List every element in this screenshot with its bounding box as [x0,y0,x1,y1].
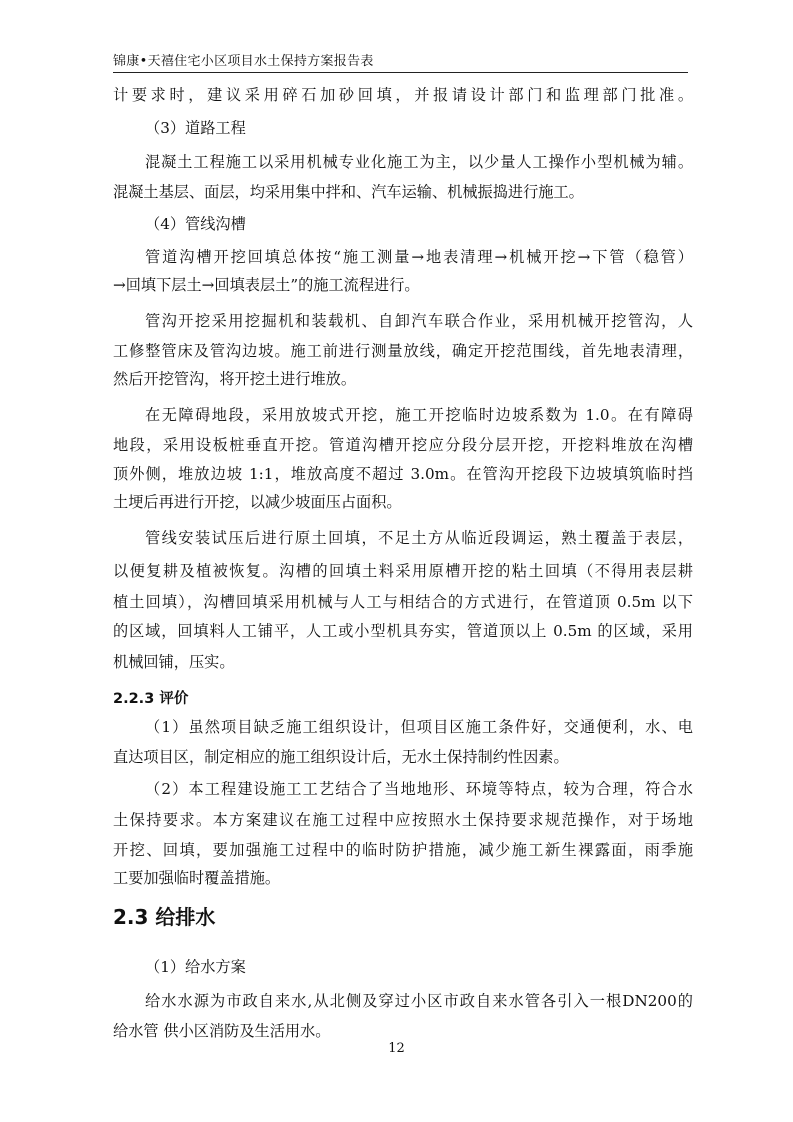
text-line: （2）本工程建设施工工艺结合了当地地形、环境等特点，较为合理，符合水 [145,780,693,798]
text-line: （1）虽然项目缺乏施工组织设计，但项目区施工条件好，交通便利，水、电 [145,718,693,736]
text-line: 机械回铺，压实。 [113,653,235,671]
section-heading-2-3: 2.3 给排水 [113,905,216,929]
text-line: 在无障碍地段，采用放坡式开挖，施工开挖临时边坡系数为 1.0。在有障碍 [145,406,693,424]
text-line: 土埂后再进行开挖，以减少坡面压占面积。 [113,493,402,511]
section-heading-2-2-3: 2.2.3 评价 [113,691,189,707]
text-line: 地段，采用设板桩垂直开挖。管道沟槽开挖应分段分层开挖，开挖料堆放在沟槽 [113,436,693,454]
text-line: 工修整管床及管沟边坡。施工前进行测量放线，确定开挖范围线，首先地表清理， [113,342,693,360]
text-line: 给水水源为市政自来水,从北侧及穿过小区市政自来水管各引入一根DN200的 [145,992,693,1010]
page-number: 12 [388,1041,405,1056]
text-line: 直达项目区，制定相应的施工组织设计后，无水土保持制约性因素。 [113,748,569,766]
text-line: 然后开挖管沟，将开挖土进行堆放。 [113,370,356,388]
text-line: 开挖、回填，要加强施工过程中的临时防护措施，减少施工新生裸露面，雨季施 [113,841,693,859]
text-line: 计要求时，建议采用碎石加砂回填，并报请设计部门和监理部门批准。 [113,86,693,104]
subheading-road-works: （3）道路工程 [145,119,246,137]
text-line: 给水管 供小区消防及生活用水。 [113,1022,331,1040]
text-line: 的区域，回填料人工铺平，人工或小型机具夯实，管道顶以上 0.5m 的区域，采用 [113,622,693,640]
header-rule [113,72,688,73]
subheading-pipeline-trench: （4）管线沟槽 [145,215,246,233]
text-line: 植土回填），沟槽回填采用机械与人工与相结合的方式进行，在管道顶 0.5m 以下 [113,593,693,611]
text-line: 管线安装试压后进行原土回填，不足土方从临近段调运，熟土覆盖于表层， [145,529,693,547]
subheading-water-supply-plan: （1）给水方案 [145,958,246,976]
text-line: 混凝土基层、面层，均采用集中拌和、汽车运输、机械振捣进行施工。 [113,183,584,201]
text-line: 土保持要求。本方案建议在施工过程中应按照水土保持要求规范操作，对于场地 [113,811,693,829]
text-line: 混凝土工程施工以采用机械专业化施工为主，以少量人工操作小型机械为辅。 [145,153,693,171]
text-line: 以便复耕及植被恢复。沟槽的回填土料采用原槽开挖的粘土回填（不得用表层耕 [113,562,693,580]
text-line: →回填下层土→回填表层土”的施工流程进行。 [113,276,420,294]
text-line: 管沟开挖采用挖掘机和装载机、自卸汽车联合作业，采用机械开挖管沟，人 [145,312,693,330]
running-header: 锦康•天禧住宅小区项目水土保持方案报告表 [113,54,374,69]
text-line: 工要加强临时覆盖措施。 [113,869,281,887]
text-line: 管道沟槽开挖回填总体按“施工测量→地表清理→机械开挖→下管（稳管） [145,248,693,266]
text-line: 顶外侧，堆放边坡 1:1，堆放高度不超过 3.0m。在管沟开挖段下边坡填筑临时挡 [113,465,693,483]
